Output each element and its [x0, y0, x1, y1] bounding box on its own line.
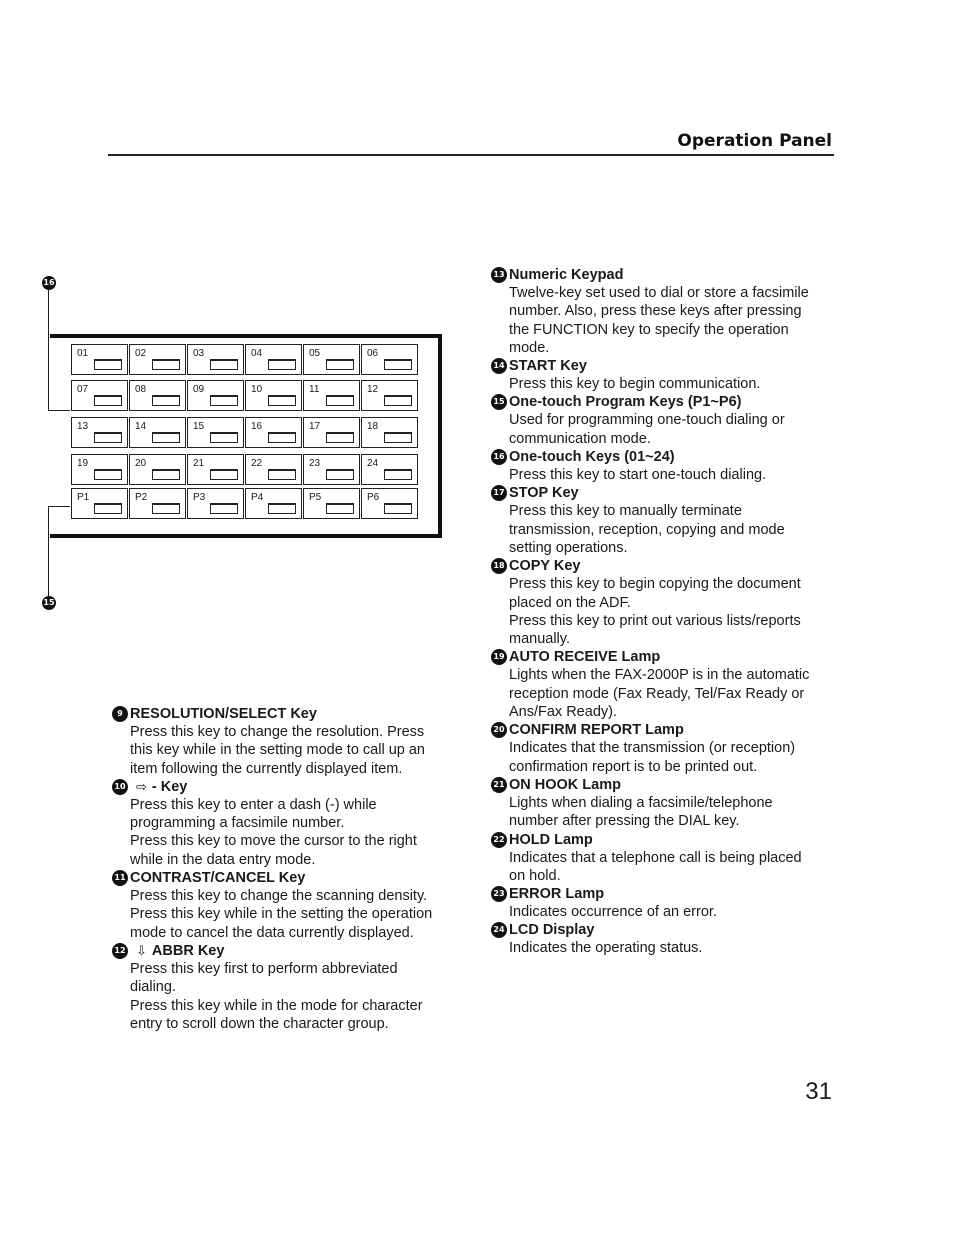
entry-heading — [491, 648, 831, 666]
description-entry — [491, 448, 831, 484]
number-badge-icon: 9 — [112, 706, 128, 722]
number-badge-icon: 17 — [491, 485, 507, 501]
entry-line: Press this key to print out various lists/reports — [509, 612, 801, 629]
entry-line: Used for programming one-touch dialing or — [509, 412, 785, 429]
key-row — [71, 488, 419, 519]
entry-line: Press this key while in the setting the operation — [130, 906, 433, 923]
key-label: 04 — [251, 348, 263, 359]
key-slot-icon — [384, 469, 412, 480]
entry-title: AUTO RECEIVE Lamp — [509, 649, 661, 666]
description-entry — [112, 869, 452, 942]
key-label: 19 — [77, 458, 89, 469]
number-badge-icon: 10 — [112, 779, 128, 795]
entry-title: HOLD Lamp — [509, 831, 593, 848]
key-slot-icon — [268, 432, 296, 443]
entry-line: the FUNCTION key to specify the operation — [509, 321, 789, 338]
key-row — [71, 417, 419, 448]
entry-title: One-touch Program Keys (P1~P6) — [509, 394, 742, 411]
key-slot-icon — [384, 395, 412, 406]
entry-line: Indicates occurrence of an error. — [509, 904, 717, 921]
one-touch-key — [71, 344, 128, 375]
one-touch-key — [187, 344, 244, 375]
number-badge-icon: 15 — [491, 394, 507, 410]
entry-line: setting operations. — [509, 539, 628, 556]
leader-line-16 — [48, 290, 49, 410]
one-touch-key — [129, 344, 186, 375]
number-badge-icon: 11 — [112, 870, 128, 886]
entry-line: Indicates that the transmission (or reception) — [509, 740, 796, 757]
entry-title: ERROR Lamp — [509, 886, 605, 903]
entry-body — [509, 411, 831, 448]
entry-line: transmission, reception, copying and mode — [509, 521, 785, 538]
key-label: 18 — [367, 421, 379, 432]
panel-right-edge — [438, 334, 442, 538]
number-badge-icon: 12 — [112, 943, 128, 959]
one-touch-key — [303, 488, 360, 519]
entry-title: ON HOOK Lamp — [509, 776, 621, 793]
key-label: 24 — [367, 458, 379, 469]
entry-title: RESOLUTION/SELECT Key — [130, 706, 317, 722]
one-touch-key — [303, 417, 360, 448]
key-label: P2 — [135, 492, 148, 503]
entry-line: on hold. — [509, 867, 561, 884]
entry-line: dialing. — [130, 979, 176, 996]
leader-tick-15 — [48, 506, 70, 507]
entry-line: Press this key to begin communication. — [509, 376, 761, 393]
key-row — [71, 380, 419, 411]
one-touch-key — [187, 417, 244, 448]
key-label: P1 — [77, 492, 90, 503]
key-slot-icon — [210, 395, 238, 406]
entry-line: while in the data entry mode. — [130, 851, 316, 868]
key-label: 14 — [135, 421, 147, 432]
key-slot-icon — [210, 359, 238, 370]
entry-body — [509, 575, 831, 648]
key-slot-icon — [94, 503, 122, 514]
description-entry — [112, 778, 452, 869]
entry-line: placed on the ADF. — [509, 594, 631, 611]
panel-bottom-edge — [50, 534, 442, 538]
key-label: 12 — [367, 384, 379, 395]
one-touch-key — [129, 488, 186, 519]
entry-body — [509, 939, 831, 957]
entry-body — [130, 796, 452, 869]
page-number: 31 — [805, 1078, 832, 1105]
one-touch-key — [303, 454, 360, 485]
right-column — [491, 266, 831, 958]
entry-line: Indicates the operating status. — [509, 940, 703, 957]
key-slot-icon — [326, 432, 354, 443]
entry-heading — [112, 869, 452, 887]
key-slot-icon — [152, 432, 180, 443]
entry-line: mode to cancel the data currently displayed. — [130, 924, 414, 941]
one-touch-key — [187, 380, 244, 411]
key-label: 02 — [135, 348, 147, 359]
entry-line: manually. — [509, 631, 570, 648]
key-slot-icon — [152, 503, 180, 514]
number-badge-icon: 24 — [491, 922, 507, 938]
key-label: 23 — [309, 458, 321, 469]
entry-title: STOP Key — [509, 485, 579, 502]
number-badge-icon: 20 — [491, 722, 507, 738]
key-slot-icon — [384, 503, 412, 514]
header-rule — [108, 154, 834, 156]
entry-heading — [491, 448, 831, 466]
key-label: P4 — [251, 492, 264, 503]
number-badge-icon: 14 — [491, 358, 507, 374]
key-row — [71, 344, 419, 375]
key-label: 22 — [251, 458, 263, 469]
key-slot-icon — [268, 395, 296, 406]
entry-body — [509, 849, 831, 886]
one-touch-key — [361, 380, 418, 411]
description-entry — [491, 266, 831, 357]
entry-line: item following the currently displayed item. — [130, 760, 403, 777]
description-entry — [491, 885, 831, 921]
entry-line: number after pressing the DIAL key. — [509, 813, 740, 830]
key-label: 15 — [193, 421, 205, 432]
key-label: 17 — [309, 421, 321, 432]
key-slot-icon — [326, 395, 354, 406]
key-slot-icon — [152, 469, 180, 480]
number-badge-icon: 18 — [491, 558, 507, 574]
number-badge-icon: 19 — [491, 649, 507, 665]
leader-tick-16 — [48, 410, 70, 411]
key-label: P6 — [367, 492, 380, 503]
entry-title: - Key — [151, 778, 188, 795]
key-label: 06 — [367, 348, 379, 359]
one-touch-key — [361, 417, 418, 448]
entry-heading — [112, 778, 452, 796]
key-label: 01 — [77, 348, 89, 359]
entry-line: Press this key to move the cursor to the right — [130, 833, 417, 850]
entry-line: reception mode (Fax Ready, Tel/Fax Ready or — [509, 685, 805, 702]
one-touch-key — [129, 380, 186, 411]
entry-line: mode. — [509, 339, 550, 356]
entry-title: COPY Key — [509, 558, 581, 575]
key-label: 21 — [193, 458, 205, 469]
one-touch-key — [187, 454, 244, 485]
page-header-title: Operation Panel — [677, 131, 832, 151]
one-touch-key — [71, 488, 128, 519]
key-slot-icon — [210, 503, 238, 514]
entry-body — [130, 960, 452, 1033]
key-slot-icon — [268, 469, 296, 480]
entry-line: Twelve-key set used to dial or store a facsimile — [509, 285, 809, 301]
left-column — [112, 705, 452, 1033]
key-label: 13 — [77, 421, 89, 432]
entry-title: CONFIRM REPORT Lamp — [509, 722, 684, 739]
entry-body — [509, 284, 831, 357]
one-touch-key — [245, 344, 302, 375]
key-slot-icon — [326, 359, 354, 370]
one-touch-key — [129, 417, 186, 448]
number-badge-icon: 13 — [491, 267, 507, 283]
key-slot-icon — [94, 359, 122, 370]
panel-top-edge — [50, 334, 442, 338]
one-touch-key — [303, 380, 360, 411]
number-badge-icon: 22 — [491, 832, 507, 848]
one-touch-key — [303, 344, 360, 375]
key-slot-icon — [384, 359, 412, 370]
one-touch-key — [245, 454, 302, 485]
key-label: 10 — [251, 384, 263, 395]
arrow-icon: ⇩ — [136, 942, 147, 958]
key-label: 11 — [309, 384, 320, 395]
entry-line: entry to scroll down the character group. — [130, 1015, 389, 1032]
key-slot-icon — [268, 359, 296, 370]
number-badge-icon: 23 — [491, 886, 507, 902]
description-entry — [491, 831, 831, 886]
callout-16: 16 — [42, 276, 56, 290]
entry-heading — [112, 705, 452, 723]
key-slot-icon — [210, 432, 238, 443]
entry-line: Lights when dialing a facsimile/telephone — [509, 794, 773, 811]
entry-heading — [491, 721, 831, 739]
description-entry — [112, 942, 452, 1033]
key-slot-icon — [326, 503, 354, 514]
key-row — [71, 454, 419, 485]
entry-heading — [491, 266, 831, 284]
key-slot-icon — [210, 469, 238, 480]
number-badge-icon: 21 — [491, 777, 507, 793]
callout-15: 15 — [42, 596, 56, 610]
description-entry — [491, 648, 831, 721]
keypad-diagram — [40, 270, 450, 620]
entry-body — [509, 739, 831, 776]
key-slot-icon — [326, 469, 354, 480]
key-slot-icon — [94, 469, 122, 480]
one-touch-key — [71, 380, 128, 411]
key-slot-icon — [268, 503, 296, 514]
description-entry — [491, 557, 831, 648]
description-entry — [491, 921, 831, 957]
entry-heading — [491, 885, 831, 903]
leader-line-15 — [48, 506, 49, 596]
key-label: 08 — [135, 384, 147, 395]
key-slot-icon — [152, 395, 180, 406]
entry-title: ABBR Key — [151, 942, 225, 959]
entry-body — [509, 502, 831, 557]
entry-line: Press this key to begin copying the document — [509, 576, 801, 593]
key-label: 09 — [193, 384, 205, 395]
entry-line: Press this key to enter a dash (-) while — [130, 796, 377, 813]
one-touch-key — [361, 454, 418, 485]
key-label: 16 — [251, 421, 263, 432]
key-label: 03 — [193, 348, 205, 359]
entry-body — [130, 723, 452, 778]
description-entry — [491, 721, 831, 776]
entry-body — [509, 375, 831, 393]
key-label: P5 — [309, 492, 322, 503]
description-entry — [112, 705, 452, 778]
entry-line: Indicates that a telephone call is being placed — [509, 849, 802, 866]
entry-heading — [112, 942, 452, 960]
description-entry — [491, 484, 831, 557]
entry-line: this key while in the setting mode to call up an — [130, 742, 425, 759]
entry-title: One-touch Keys (01~24) — [509, 449, 675, 466]
key-slot-icon — [94, 395, 122, 406]
entry-title: Numeric Keypad — [509, 267, 624, 283]
entry-heading — [491, 776, 831, 794]
key-label: P3 — [193, 492, 206, 503]
entry-heading — [491, 357, 831, 375]
entry-line: number. Also, press these keys after pressing — [509, 303, 802, 320]
one-touch-key — [245, 380, 302, 411]
key-label: 20 — [135, 458, 147, 469]
one-touch-key — [71, 417, 128, 448]
entry-title: CONTRAST/CANCEL Key — [130, 870, 306, 887]
one-touch-key — [71, 454, 128, 485]
key-slot-icon — [94, 432, 122, 443]
number-badge-icon: 16 — [491, 449, 507, 465]
description-entry — [491, 357, 831, 393]
one-touch-key — [245, 488, 302, 519]
entry-line: programming a facsimile number. — [130, 815, 345, 832]
entry-body — [509, 666, 831, 721]
one-touch-key — [361, 488, 418, 519]
entry-heading — [491, 557, 831, 575]
entry-line: Press this key to change the resolution. Press — [130, 724, 425, 740]
entry-heading — [491, 393, 831, 411]
entry-body — [509, 466, 831, 484]
description-entry — [491, 393, 831, 448]
entry-heading — [491, 921, 831, 939]
entry-body — [509, 903, 831, 921]
one-touch-key — [361, 344, 418, 375]
arrow-icon: ⇨ — [136, 778, 147, 794]
one-touch-key — [187, 488, 244, 519]
entry-line: Press this key while in the mode for character — [130, 997, 423, 1014]
key-slot-icon — [152, 359, 180, 370]
entry-line: Ans/Fax Ready). — [509, 704, 617, 721]
entry-line: communication mode. — [509, 430, 651, 447]
entry-line: Press this key to start one-touch dialing. — [509, 467, 767, 484]
entry-line: confirmation report is to be printed out. — [509, 758, 758, 775]
entry-line: Press this key to change the scanning density. — [130, 888, 428, 905]
entry-line: Press this key to manually terminate — [509, 503, 742, 520]
entry-heading — [491, 831, 831, 849]
key-slot-icon — [384, 432, 412, 443]
entry-body — [130, 887, 452, 942]
key-label: 07 — [77, 384, 89, 395]
entry-heading — [491, 484, 831, 502]
one-touch-key — [129, 454, 186, 485]
entry-line: Lights when the FAX-2000P is in the automatic — [509, 667, 810, 684]
entry-title: START Key — [509, 358, 587, 375]
one-touch-key — [245, 417, 302, 448]
entry-title: LCD Display — [509, 922, 595, 939]
entry-body — [509, 794, 831, 831]
entry-line: Press this key first to perform abbreviated — [130, 960, 398, 977]
description-entry — [491, 776, 831, 831]
key-label: 05 — [309, 348, 321, 359]
